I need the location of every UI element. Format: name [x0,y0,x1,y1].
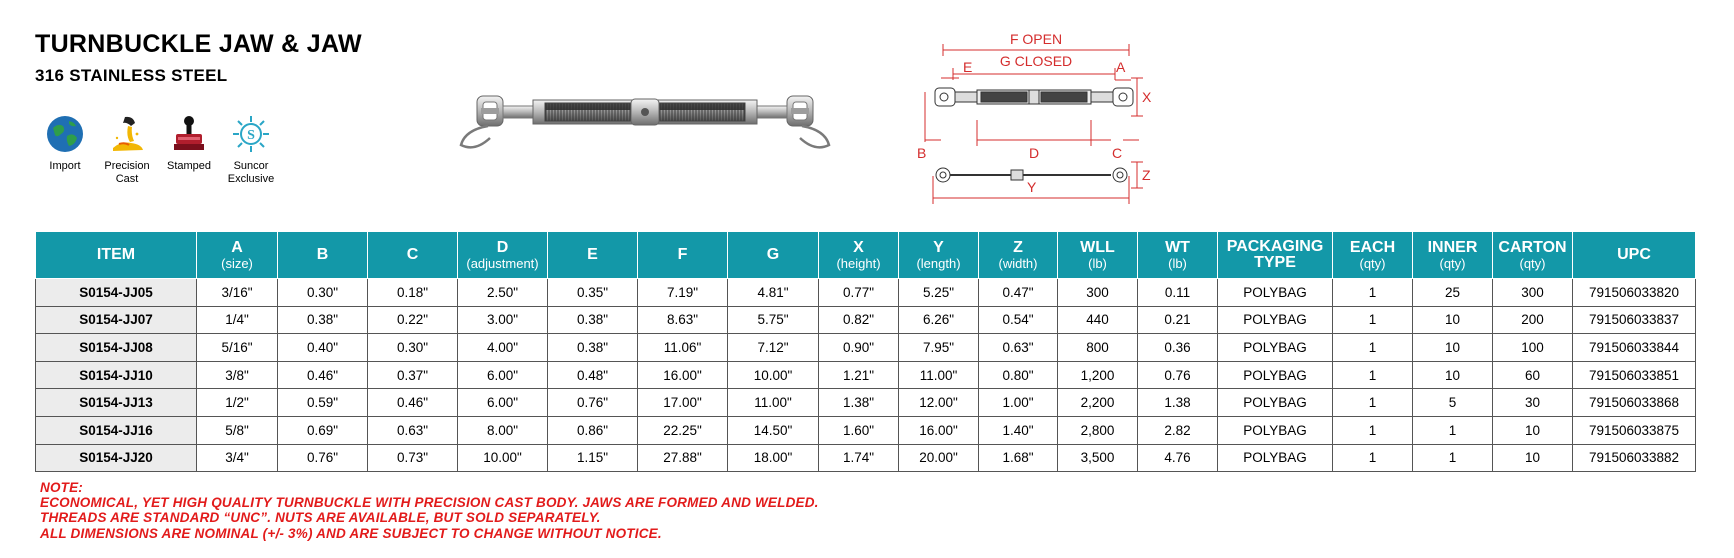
cell-d: 2.50" [458,279,548,307]
cell-x: 1.21" [819,361,899,389]
cell-wt: 2.82 [1138,416,1218,444]
cell-y: 5.25" [899,279,979,307]
column-header-unit: (lb) [1088,255,1107,271]
column-header-d [458,232,548,279]
diagram-label-e: E [963,59,973,75]
cell-c: 0.46" [368,389,458,417]
table-row [36,306,1696,334]
cell-carton: 30 [1493,389,1573,417]
cell-wll: 1,200 [1058,361,1138,389]
cell-b: 0.59" [278,389,368,417]
table-row [36,361,1696,389]
column-header-c [368,232,458,279]
note-line: THREADS ARE STANDARD “UNC”. NUTS ARE AVAILABLE, BUT SOLD SEPARATELY. [40,510,601,526]
cell-d: 10.00" [458,444,548,472]
column-header-e [548,232,638,279]
cell-item: S0154-JJ08 [36,334,197,362]
table-row [36,279,1696,307]
cell-item: S0154-JJ05 [36,279,197,307]
badge-label: Stamped [166,160,212,172]
column-header-label: Z [1013,238,1023,256]
cell-b: 0.76" [278,444,368,472]
suncor-exclusive-icon [231,114,271,154]
table-header-row [36,232,1696,279]
turnbuckle-product-image [455,90,835,162]
cell-upc: 791506033837 [1573,306,1696,334]
precision-cast-icon [107,114,147,154]
badge-label: Suncor Exclusive [227,160,275,185]
column-header-label: WT [1165,238,1190,256]
cell-upc: 791506033844 [1573,334,1696,362]
cell-packaging: POLYBAG [1218,389,1333,417]
cell-a: 1/4" [197,306,278,334]
diagram-label-d: D [1029,145,1040,161]
cell-item: S0154-JJ16 [36,416,197,444]
column-header-label: EACH [1349,238,1396,256]
cell-each: 1 [1333,334,1413,362]
column-header-wt [1138,232,1218,279]
cell-g: 5.75" [728,306,819,334]
cell-x: 0.90" [819,334,899,362]
cell-item: S0154-JJ13 [36,389,197,417]
diagram-label-y: Y [1027,179,1037,195]
column-header-packaging [1218,232,1333,279]
badge-precision-cast [96,114,158,186]
cell-item: S0154-JJ10 [36,361,197,389]
cell-wll: 300 [1058,279,1138,307]
cell-y: 12.00" [899,389,979,417]
column-header-label: WLL [1080,238,1115,256]
notes-heading: NOTE: [40,480,83,495]
cell-b: 0.46" [278,361,368,389]
cell-e: 0.76" [548,389,638,417]
cell-carton: 300 [1493,279,1573,307]
cell-d: 6.00" [458,389,548,417]
cell-z: 0.54" [979,306,1058,334]
cell-each: 1 [1333,416,1413,444]
cell-x: 1.74" [819,444,899,472]
cell-packaging: POLYBAG [1218,279,1333,307]
column-header-label: ITEM [96,246,136,263]
column-header-x [819,232,899,279]
badge-label: Import [49,160,81,172]
cell-inner: 25 [1413,279,1493,307]
diagram-label-x: X [1142,89,1152,105]
cell-wt: 1.38 [1138,389,1218,417]
column-header-inner [1413,232,1493,279]
cell-z: 0.80" [979,361,1058,389]
diagram-label-f: F OPEN [1009,31,1063,47]
cell-z: 0.63" [979,334,1058,362]
cell-inner: 10 [1413,361,1493,389]
cell-g: 11.00" [728,389,819,417]
column-header-label: X [853,238,864,256]
cell-e: 0.38" [548,306,638,334]
cell-d: 3.00" [458,306,548,334]
cell-c: 0.22" [368,306,458,334]
cell-f: 22.25" [638,416,728,444]
cell-upc: 791506033875 [1573,416,1696,444]
cell-g: 4.81" [728,279,819,307]
cell-b: 0.69" [278,416,368,444]
cell-z: 1.68" [979,444,1058,472]
cell-inner: 10 [1413,306,1493,334]
column-header-label: D [496,238,509,256]
cell-d: 6.00" [458,361,548,389]
cell-g: 7.12" [728,334,819,362]
cell-f: 7.19" [638,279,728,307]
column-header-label: PACKAGING TYPE [1226,238,1324,271]
cell-x: 1.38" [819,389,899,417]
column-header-label: E [587,246,598,263]
cell-upc: 791506033820 [1573,279,1696,307]
cell-y: 16.00" [899,416,979,444]
cell-packaging: POLYBAG [1218,306,1333,334]
diagram-label-z: Z [1142,167,1151,183]
cell-each: 1 [1333,444,1413,472]
cell-carton: 100 [1493,334,1573,362]
cell-upc: 791506033882 [1573,444,1696,472]
column-header-unit: (lb) [1168,255,1187,271]
badge-label: Precision Cast [104,160,150,185]
cell-y: 20.00" [899,444,979,472]
cell-e: 1.15" [548,444,638,472]
column-header-label: G [766,246,780,263]
cell-carton: 10 [1493,444,1573,472]
column-header-label: C [406,246,419,263]
cell-f: 27.88" [638,444,728,472]
cell-c: 0.73" [368,444,458,472]
cell-packaging: POLYBAG [1218,444,1333,472]
cell-inner: 5 [1413,389,1493,417]
cell-x: 1.60" [819,416,899,444]
note-line: ECONOMICAL, YET HIGH QUALITY TURNBUCKLE WITH PRECISION CAST BODY. JAWS ARE FORMED AND WELDED. [40,495,819,511]
cell-inner: 1 [1413,444,1493,472]
cell-a: 5/8" [197,416,278,444]
cell-g: 18.00" [728,444,819,472]
column-header-label: UPC [1617,246,1651,263]
diagram-label-c: C [1112,145,1123,161]
badge-suncor-exclusive [220,114,282,186]
cell-packaging: POLYBAG [1218,334,1333,362]
cell-inner: 1 [1413,416,1493,444]
column-header-label: F [677,246,688,263]
diagram-label-b: B [917,145,927,161]
stamp-icon [169,114,209,154]
column-header-carton [1493,232,1573,279]
cell-wt: 4.76 [1138,444,1218,472]
diagram-label-g: G CLOSED [999,53,1073,69]
cell-wt: 0.76 [1138,361,1218,389]
column-header-upc [1573,232,1696,279]
cell-wll: 440 [1058,306,1138,334]
cell-each: 1 [1333,361,1413,389]
table-row [36,334,1696,362]
column-header-each [1333,232,1413,279]
column-header-label: CARTON [1498,238,1567,256]
cell-f: 17.00" [638,389,728,417]
cell-each: 1 [1333,389,1413,417]
notes-block [40,480,819,541]
column-header-z [979,232,1058,279]
column-header-unit: (height) [836,255,881,271]
cell-a: 3/16" [197,279,278,307]
cell-f: 16.00" [638,361,728,389]
cell-z: 0.47" [979,279,1058,307]
cell-y: 7.95" [899,334,979,362]
column-header-label: Y [933,238,944,256]
cell-packaging: POLYBAG [1218,416,1333,444]
diagram-label-a: A [1116,59,1126,75]
cell-upc: 791506033851 [1573,361,1696,389]
cell-g: 14.50" [728,416,819,444]
cell-each: 1 [1333,279,1413,307]
cell-carton: 60 [1493,361,1573,389]
cell-e: 0.86" [548,416,638,444]
column-header-unit: (qty) [1359,255,1386,271]
table-row [36,416,1696,444]
cell-c: 0.18" [368,279,458,307]
cell-wll: 800 [1058,334,1138,362]
cell-wt: 0.11 [1138,279,1218,307]
cell-item: S0154-JJ07 [36,306,197,334]
cell-a: 3/4" [197,444,278,472]
cell-y: 6.26" [899,306,979,334]
cell-f: 8.63" [638,306,728,334]
cell-packaging: POLYBAG [1218,361,1333,389]
cell-z: 1.40" [979,416,1058,444]
column-header-unit: (length) [916,255,961,271]
cell-a: 5/16" [197,334,278,362]
column-header-b [278,232,368,279]
column-header-f [638,232,728,279]
cell-e: 0.35" [548,279,638,307]
cell-wll: 3,500 [1058,444,1138,472]
cell-g: 10.00" [728,361,819,389]
note-line: ALL DIMENSIONS ARE NOMINAL (+/- 3%) AND ARE SUBJECT TO CHANGE WITHOUT NOTICE. [40,525,662,541]
cell-item: S0154-JJ20 [36,444,197,472]
cell-c: 0.30" [368,334,458,362]
cell-e: 0.38" [548,334,638,362]
table-body [36,279,1696,472]
column-header-label: INNER [1427,238,1478,256]
cell-d: 4.00" [458,334,548,362]
cell-carton: 200 [1493,306,1573,334]
cell-each: 1 [1333,306,1413,334]
cell-upc: 791506033868 [1573,389,1696,417]
cell-y: 11.00" [899,361,979,389]
cell-a: 3/8" [197,361,278,389]
dimension-diagram [915,30,1155,210]
cell-b: 0.38" [278,306,368,334]
feature-badges [34,114,282,186]
svg-text:S: S [247,128,255,143]
column-header-unit: (width) [998,255,1038,271]
cell-carton: 10 [1493,416,1573,444]
cell-z: 1.00" [979,389,1058,417]
cell-wll: 2,200 [1058,389,1138,417]
cell-b: 0.40" [278,334,368,362]
cell-d: 8.00" [458,416,548,444]
column-header-unit: (adjustment) [466,255,539,271]
column-header-item [36,232,197,279]
cell-wll: 2,800 [1058,416,1138,444]
cell-wt: 0.21 [1138,306,1218,334]
column-header-label: A [231,238,243,256]
table-row [36,444,1696,472]
cell-c: 0.37" [368,361,458,389]
cell-wt: 0.36 [1138,334,1218,362]
column-header-unit: (size) [221,255,253,271]
table-row [36,389,1696,417]
column-header-wll [1058,232,1138,279]
cell-c: 0.63" [368,416,458,444]
globe-icon [45,114,85,154]
cell-f: 11.06" [638,334,728,362]
cell-x: 0.82" [819,306,899,334]
column-header-unit: (qty) [1439,255,1466,271]
column-header-unit: (qty) [1519,255,1546,271]
page-subtitle: 316 STAINLESS STEEL [35,66,228,85]
column-header-y [899,232,979,279]
page-title: TURNBUCKLE JAW & JAW [35,30,362,58]
specs-table [35,231,1696,472]
cell-b: 0.30" [278,279,368,307]
cell-a: 1/2" [197,389,278,417]
cell-x: 0.77" [819,279,899,307]
column-header-g [728,232,819,279]
badge-import [34,114,96,186]
cell-e: 0.48" [548,361,638,389]
column-header-label: B [316,246,329,263]
badge-stamped [158,114,220,186]
cell-inner: 10 [1413,334,1493,362]
column-header-a [197,232,278,279]
